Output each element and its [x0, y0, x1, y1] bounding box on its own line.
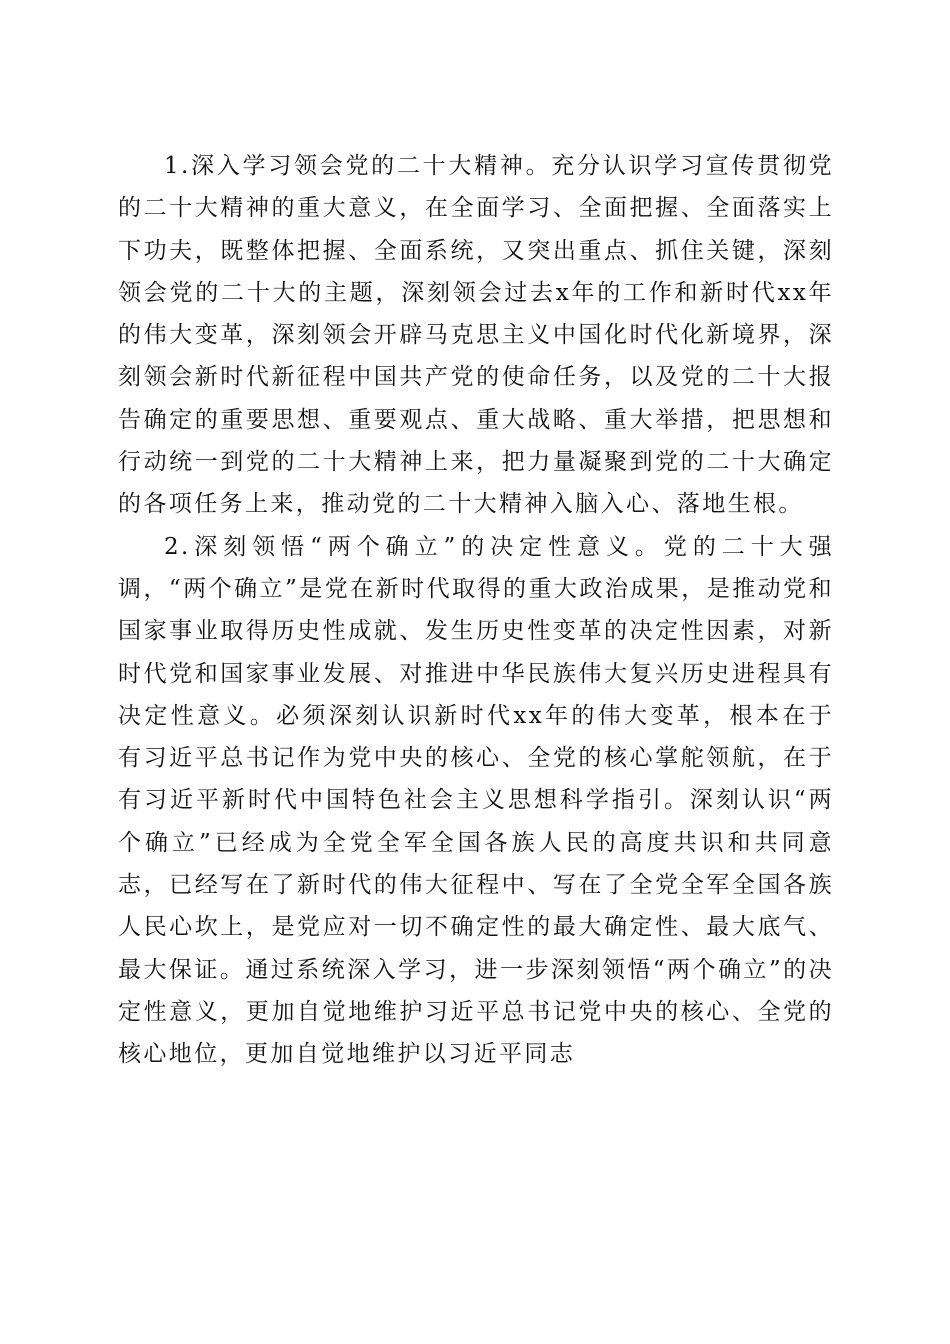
paragraph-1: 1.深入学习领会党的二十大精神。充分认识学习宣传贯彻党的二十大精神的重大意义，在全面学习、全面把握、全面落实上下功夫，既整体把握、全面系统，又突出重点、抓住关键，深刻领会党的二十大的主题，深刻领会过去x年的工作和新时代xx年的伟大变革，深刻领会开辟马克思主义中国化时代化新境界，深刻领会新时代新征程中国共产党的使命任务，以及党的二十大报告确定的重要思想、重要观点、重大战略、重大举措，把思想和行动统一到党的二十大精神上来，把力量凝聚到党的二十大确定的各项任务上来，推动党的二十大精神入脑入心、落地生根。: [118, 153, 834, 518]
document-body: [118, 145, 834, 1076]
paragraph-2: 2.深刻领悟“两个确立”的决定性意义。党的二十大强调，“两个确立”是党在新时代取得的重大政治成果，是推动党和国家事业取得历史性成就、发生历史性变革的决定性因素，对新时代党和国家事业发展、对推进中华民族伟大复兴历史进程具有决定性意义。必须深刻认识新时代xx年的伟大变革，根本在于有习近平总书记作为党中央的核心、全党的核心掌舵领航，在于有习近平新时代中国特色社会主义思想科学指引。深刻认识“两个确立”已经成为全党全军全国各族人民的高度共识和共同意志，已经写在了新时代的伟大征程中、写在了全党全军全国各族人民心坎上，是党应对一切不确定性的最大确定性、最大底气、最大保证。通过系统深入学习，进一步深刻领悟“两个确立”的决定性意义，更加自觉地维护习近平总书记党中央的核心、全党的核心地位，更加自觉地维护以习近平同志: [118, 533, 834, 1068]
